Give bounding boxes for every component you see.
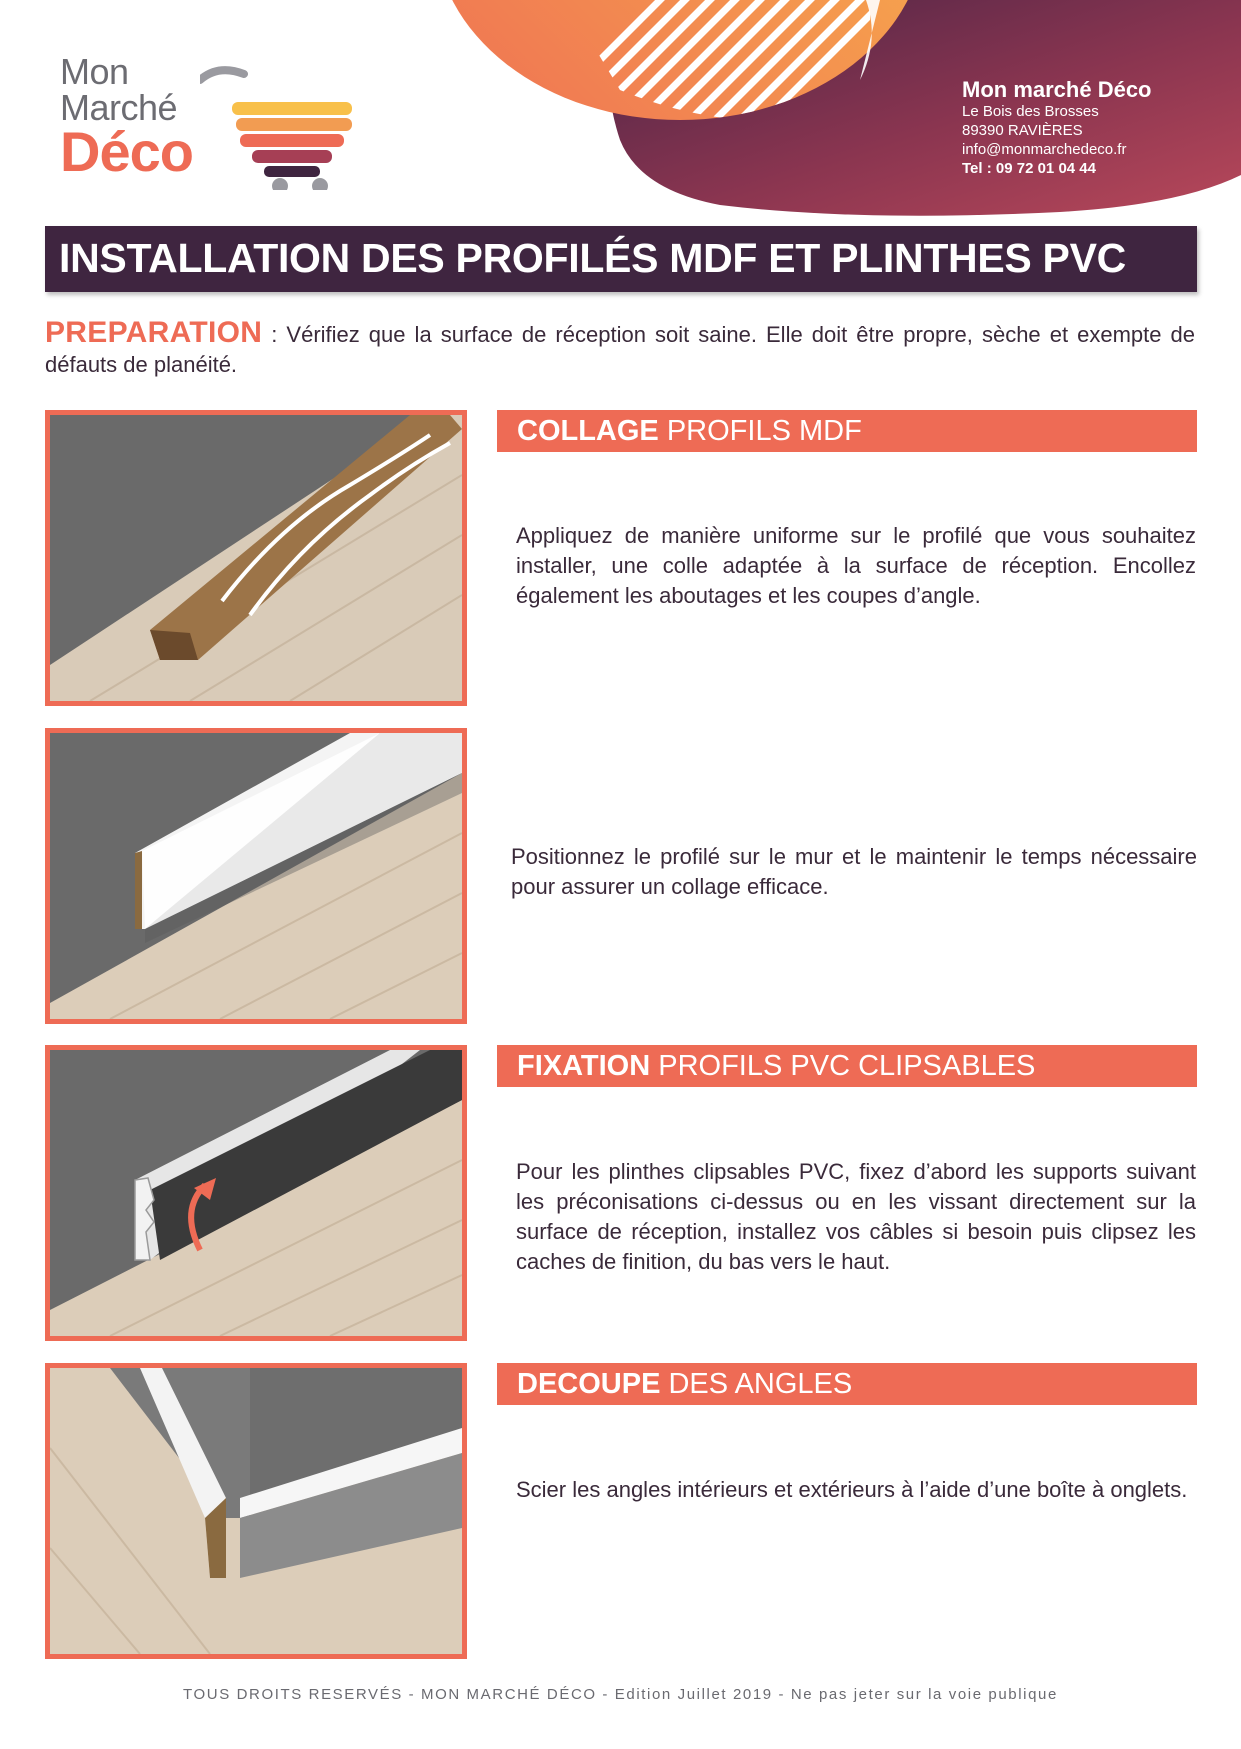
address-line: Le Bois des Brosses bbox=[962, 103, 1099, 121]
section-title-bold: FIXATION bbox=[517, 1050, 651, 1082]
section-text-fixation: Pour les plinthes clipsables PVC, fixez d’abord les supports suivant les préconisations ci-dessus ou en les vissant directement sur la surface de réception, installez vos câbles si besoin puis clipsez les caches de finition, du bas vers le haut. bbox=[516, 1159, 1196, 1274]
photo-angle-cut bbox=[45, 1363, 467, 1659]
section-header-decoupe bbox=[497, 1363, 1197, 1405]
section-title-rest: PROFILS PVC CLIPSABLES bbox=[650, 1050, 1036, 1082]
preparation-paragraph bbox=[45, 318, 1195, 380]
section-header-collage bbox=[497, 410, 1197, 452]
preparation-text: : Vérifiez que la surface de réception soit saine. Elle doit être propre, sèche et exempte de défauts de planéité. bbox=[45, 322, 1195, 377]
section-title-rest: DES ANGLES bbox=[660, 1368, 853, 1400]
email-link[interactable]: info@monmarchedeco.fr bbox=[962, 141, 1127, 159]
page-title: INSTALLATION DES PROFILÉS MDF ET PLINTHES PVC bbox=[59, 235, 1126, 281]
section-header-fixation bbox=[497, 1045, 1197, 1087]
photo-glue-application bbox=[45, 410, 467, 706]
shopping-cart-icon bbox=[200, 60, 400, 190]
logo-line-3: Déco bbox=[60, 120, 193, 183]
footer-notice: TOUS DROITS RESERVÉS - MON MARCHÉ DÉCO - Edition Juillet 2019 - Ne pas jeter sur la voie publique bbox=[183, 1686, 1058, 1703]
company-name: Mon marché Déco bbox=[962, 77, 1152, 102]
logo-line-1: Mon bbox=[60, 51, 129, 92]
preparation-keyword: PREPARATION bbox=[45, 316, 263, 349]
logo-line-2: Marché bbox=[60, 87, 178, 128]
photo-pvc-clip bbox=[45, 1045, 467, 1341]
page-title-banner bbox=[45, 226, 1197, 292]
section-text-collage: Appliquez de manière uniforme sur le profilé que vous souhaitez installer, une colle adaptée à la surface de réception. Encollez également les aboutages et les coupes d’angle. bbox=[516, 523, 1196, 608]
section-title-rest: PROFILS MDF bbox=[658, 415, 862, 447]
section-text-decoupe: Scier les angles intérieurs et extérieurs à l’aide d’une boîte à onglets. bbox=[516, 1477, 1188, 1502]
section-text-positioning: Positionnez le profilé sur le mur et le maintenir le temps nécessaire pour assurer un collage efficace. bbox=[511, 844, 1197, 899]
brand-logo bbox=[60, 52, 360, 192]
section-title-bold: DECOUPE bbox=[517, 1368, 661, 1400]
phone-number: Tel : 09 72 01 04 44 bbox=[962, 160, 1096, 178]
section-title-bold: COLLAGE bbox=[517, 415, 659, 447]
postcode-city: 89390 RAVIÈRES bbox=[962, 122, 1083, 140]
photo-profile-positioned bbox=[45, 728, 467, 1024]
contact-block bbox=[962, 78, 1222, 178]
